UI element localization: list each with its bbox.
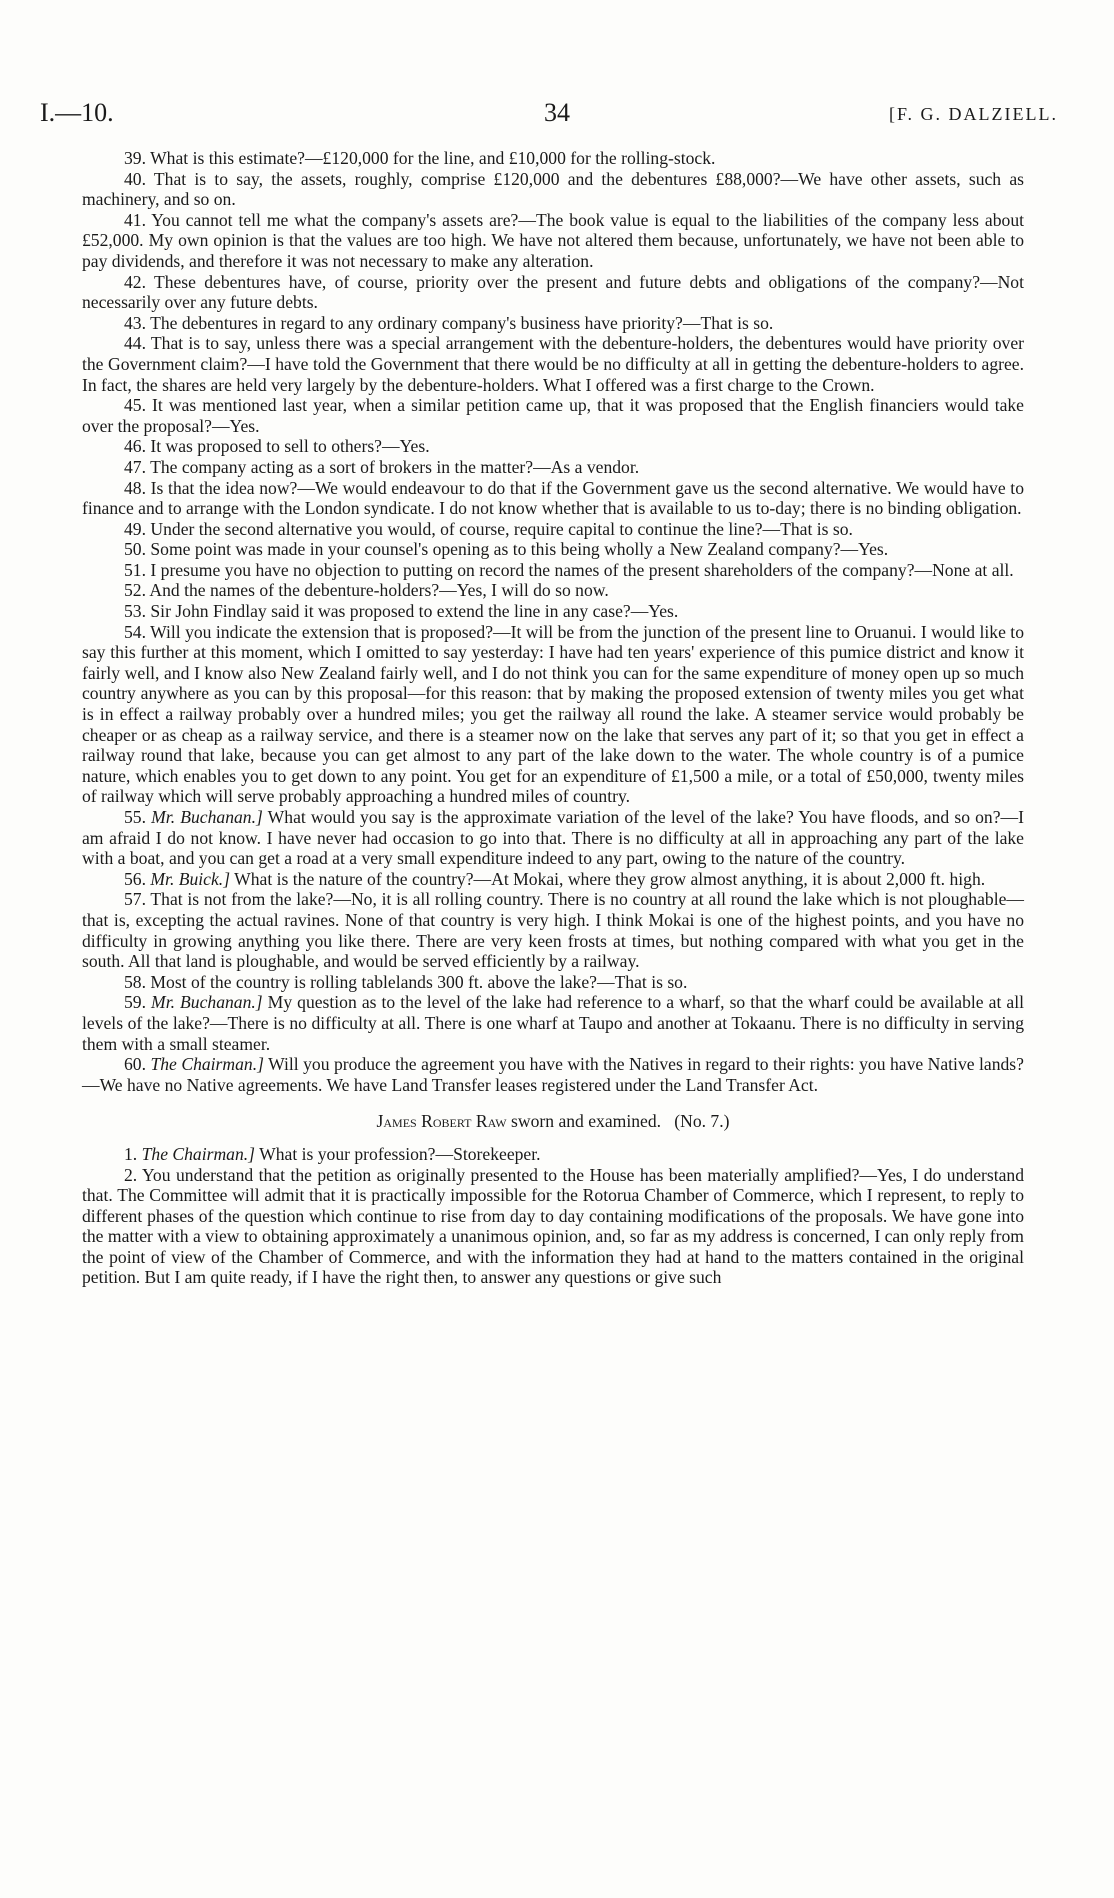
paragraph-text: 52. And the names of the debenture-holders?—Yes, I will do so now. <box>124 580 609 601</box>
paragraph-text: 42. These debentures have, of course, priority over the present and future debts and obligations of the company?—Not necessarily over any future debts. <box>82 271 1024 313</box>
question-paragraph <box>82 972 1024 993</box>
question-paragraph <box>82 622 1024 807</box>
paragraph-text: My question as to the level of the lake had reference to a wharf, so that the wharf could be available at all levels of the lake?—There is no difficulty at all. There is one wharf at Taupo and another at Tokaanu. There is no difficulty in serving them with a small steamer. <box>82 992 1024 1054</box>
paragraph-text: Will you produce the agreement you have with the Natives in regard to their rights: you have Native lands?—We have no Native agreements. We have Land Transfer leases registered under the Land Transfer Act. <box>82 1054 1024 1095</box>
testimony-block-raw <box>82 1144 1024 1288</box>
paragraph-text: 49. Under the second alternative you would, of course, require capital to continue the line?—That is so. <box>124 518 853 539</box>
question-paragraph <box>82 395 1024 436</box>
question-paragraph <box>82 148 1024 169</box>
paragraph-text: 46. It was proposed to sell to others?—Yes. <box>124 436 430 457</box>
paragraph-text: 41. You cannot tell me what the company's assets are?—The book value is equal to the liabilities of the company less about £52,000. My own opinion is that the values are too high. We have not altered them because, unfortunately, we have not been able to pay dividends, and therefore it was not necessary to make any alteration. <box>82 209 1024 271</box>
question-paragraph <box>82 478 1024 519</box>
speaker-name: The Chairman.] <box>150 1054 264 1075</box>
question-number: 56. <box>124 868 146 889</box>
page-header <box>40 98 1074 132</box>
paragraph-text: 54. Will you indicate the extension that is proposed?—It will be from the junction of the present line to Oruanui. I would like to say this further at this moment, which I omitted to say yesterday: I have had ten years' experience of this pumice district and know it fairly well, and I know also New Zealand fairly well, and I do not think you can for the same expenditure of money open up so much country anywhere as you can by this proposal—for this reason: that by making the proposed extension of twenty miles you get what is in effect a railway probably over a hundred miles; you get the railway all round the lake. A steamer service would probably be cheaper or as cheap as a railway service, and there is a steamer now on the lake that serves any part of it; so that you get in effect a railway round that lake, because you can get almost to any part of the lake down to the water. The whole country is of a pumice nature, which enables you to get down to any point. You get for an expenditure of £1,500 a mile, or a total of £50,000, twenty miles of railway which will serve probably approaching a hundred miles of country. <box>82 621 1024 807</box>
paragraph-text: 50. Some point was made in your counsel's opening as to this being wholly a New Zealand company?—Yes. <box>124 539 889 560</box>
witness-sworn: sworn and examined. <box>511 1111 662 1132</box>
paper-reference: I.—10. <box>40 98 114 127</box>
paragraph-text: 58. Most of the country is rolling tablelands 300 ft. above the lake?—That is so. <box>124 971 688 992</box>
paragraph-text: 48. Is that the idea now?—We would endeavour to do that if the Government gave us the second alternative. We would have to finance and to arrange with the London syndicate. I do not know whether that is available to us to-day; there is no binding obligation. <box>82 477 1024 519</box>
speaker-name: Mr. Buchanan.] <box>151 992 263 1013</box>
paragraph-text: 47. The company acting as a sort of brokers in the matter?—As a vendor. <box>124 456 640 477</box>
question-paragraph <box>82 1144 1024 1165</box>
speaker-name: Mr. Buick.] <box>150 868 231 889</box>
paragraph-text: 43. The debentures in regard to any ordinary company's business have priority?—That is so. <box>124 312 774 333</box>
paragraph-text: 2. You understand that the petition as originally presented to the House has been materially amplified?—Yes, I do understand that. The Committee will admit that it is practically impossible for the Rotorua Chamber of Commerce, which I represent, to reply to different phases of the question which continue to rise from day to day containing modifications of the proposals. We have gone into the matter with a view to obtaining approximately a unanimous opinion, and, so far as my address is concerned, I can only reply from the point of view of the Chamber of Commerce, and with the information they had at hand to the matters contained in the original petition. But I am quite ready, if I have the right then, to answer any questions or give such <box>82 1164 1024 1288</box>
speaker-name: Mr. Buchanan.] <box>151 807 263 827</box>
paragraph-text: 53. Sir John Findlay said it was proposed to extend the line in any case?—Yes. <box>124 601 679 622</box>
question-paragraph <box>82 333 1024 395</box>
testimony-block-dalziell <box>82 148 1024 1095</box>
question-paragraph <box>82 992 1024 1054</box>
question-paragraph <box>82 889 1024 971</box>
paragraph-text: 57. That is not from the lake?—No, it is all rolling country. There is no country at all round the lake which is not ploughable—that is, excepting the actual ravines. None of that country is very high. I think Mokai is one of the highest points, and you have no difficulty in growing anything you like there. There are very keen frosts at times, but nothing compared with what you get in the south. All that land is ploughable, and would be served efficiently by a railway. <box>82 889 1024 972</box>
question-number: 60. <box>124 1054 146 1075</box>
paragraph-text: 51. I presume you have no objection to putting on record the names of the present shareholders of the company?—None at all. <box>124 559 1014 580</box>
question-number: 1. <box>124 1143 138 1164</box>
question-paragraph <box>82 1165 1024 1289</box>
paragraph-text: 45. It was mentioned last year, when a similar petition came up, that it was proposed that the English financiers would take over the proposal?—Yes. <box>82 395 1024 436</box>
witness-heading <box>82 1111 1024 1132</box>
paragraph-text: 44. That is to say, unless there was a special arrangement with the debenture-holders, the debentures would have priority over the Government claim?—I have told the Government that there would be no difficulty at all in getting the debenture-holders to agree. In fact, the shares are held very largely by the debenture-holders. What I offered was a first charge to the Crown. <box>82 333 1024 395</box>
question-paragraph <box>82 169 1024 210</box>
question-number: 59. <box>124 992 146 1013</box>
question-paragraph <box>82 560 1024 581</box>
question-paragraph <box>82 519 1024 540</box>
question-number: 55. <box>124 807 146 827</box>
paragraph-text: What would you say is the approximate variation of the level of the lake? You have floods, and so on?—I am afraid I do not know. I have never had occasion to go into that. There is no difficulty at all in approaching any part of the lake with a boat, and you can get a road at a very small expenditure indeed to any part, owing to the nature of the country. <box>82 807 1024 869</box>
page-body <box>82 148 1024 1288</box>
paragraph-text: 40. That is to say, the assets, roughly, comprise £120,000 and the debentures £88,000?—We have other assets, such as machinery, and so on. <box>82 168 1024 210</box>
question-paragraph <box>82 313 1024 334</box>
page-number: 34 <box>544 98 570 127</box>
question-paragraph <box>82 436 1024 457</box>
witness-name-header: [F. G. DALZIELL. <box>888 104 1058 124</box>
question-paragraph <box>82 580 1024 601</box>
paragraph-text: 39. What is this estimate?—£120,000 for the line, and £10,000 for the rolling-stock. <box>124 148 716 168</box>
speaker-name: The Chairman.] <box>141 1143 256 1164</box>
question-paragraph <box>82 457 1024 478</box>
witness-name: James Robert Raw <box>376 1111 507 1132</box>
paragraph-text: What is the nature of the country?—At Mokai, where they grow almost anything, it is about 2,000 ft. high. <box>234 868 986 889</box>
question-paragraph <box>82 210 1024 272</box>
question-paragraph <box>82 1054 1024 1095</box>
question-paragraph <box>82 539 1024 560</box>
question-paragraph <box>82 869 1024 890</box>
paragraph-text: What is your profession?—Storekeeper. <box>259 1143 541 1164</box>
question-paragraph <box>82 272 1024 313</box>
witness-number: (No. 7.) <box>674 1111 730 1132</box>
question-paragraph <box>82 601 1024 622</box>
question-paragraph <box>82 807 1024 869</box>
